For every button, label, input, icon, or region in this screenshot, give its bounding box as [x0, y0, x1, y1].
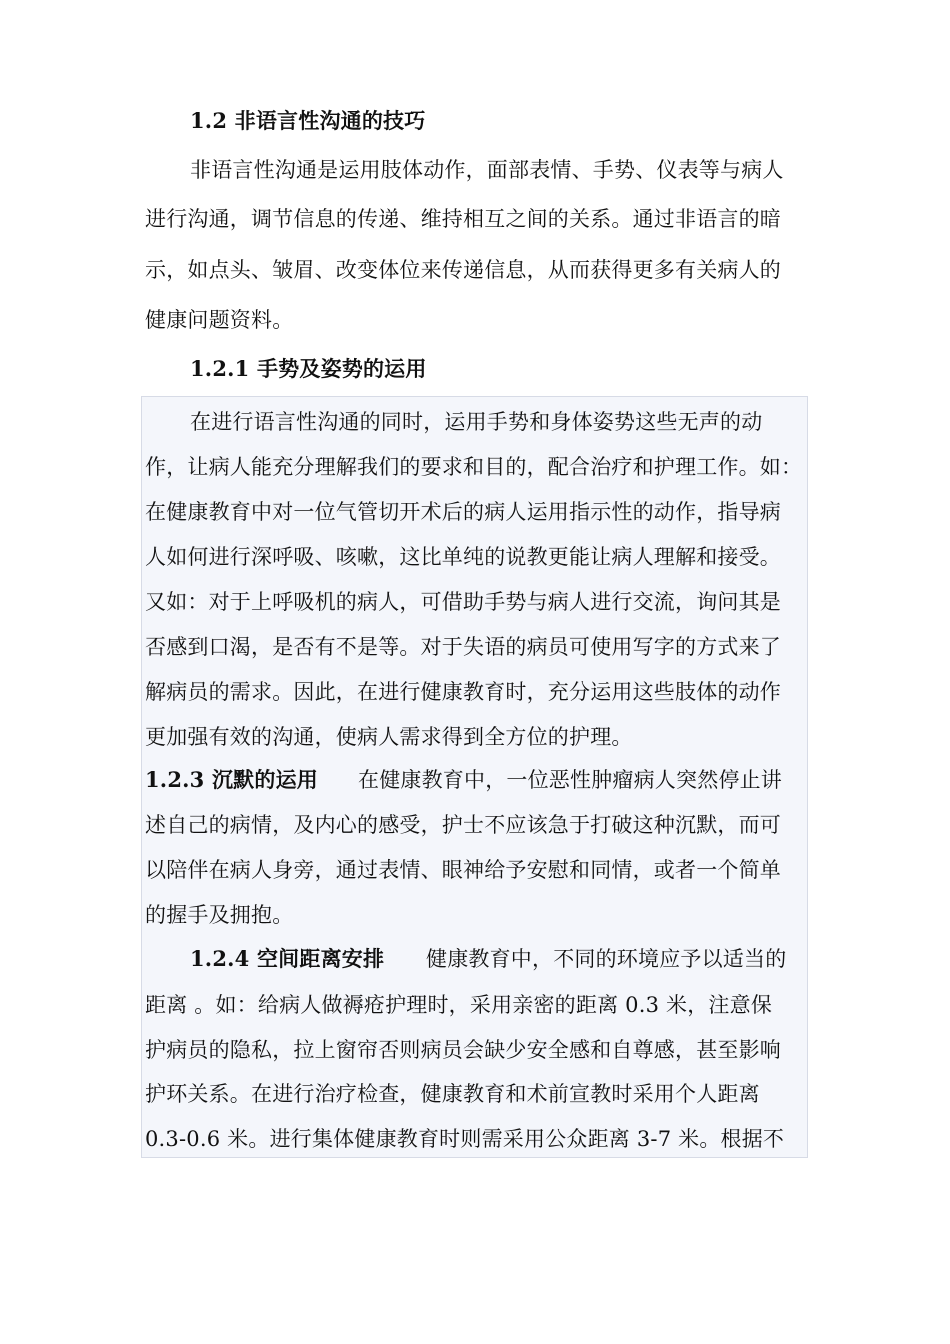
- section-1-2-1-line-4: 人如何进行深呼吸、咳嗽，这比单纯的说教更能让病人理解和接受。: [145, 545, 781, 569]
- section-1-2-4-line-1: 健康教育中，不同的环境应予以适当的: [426, 947, 787, 971]
- section-1-2-1-line-7: 解病员的需求。因此，在进行健康教育时，充分运用这些肢体的动作: [145, 680, 781, 704]
- section-1-2-4-line-4: 护环关系。在进行治疗检查，健康教育和术前宣教时采用个人距离: [145, 1082, 760, 1106]
- section-1-2-3-line-3: 以陪伴在病人身旁，通过表情、眼神给予安慰和同情，或者一个简单: [145, 858, 781, 882]
- section-1-2-1-line-2: 作，让病人能充分理解我们的要求和目的，配合治疗和护理工作。如：: [145, 455, 803, 479]
- section-1-2-4-line-5: 0.3-0.6 米。进行集体健康教育时则需采用公众距离 3-7 米。根据不: [145, 1127, 785, 1151]
- section-1-2-4-line-3: 护病员的隐私，拉上窗帘否则病员会缺少安全感和自尊感，甚至影响: [145, 1038, 781, 1062]
- section-1-2-1-line-3: 在健康教育中对一位气管切开术后的病人运用指示性的动作，指导病: [145, 500, 781, 524]
- section-1-2-3-line-1: 在健康教育中，一位恶性肿瘤病人突然停止讲: [358, 768, 782, 792]
- section-1-2-line-2: 进行沟通，调节信息的传递、维持相互之间的关系。通过非语言的暗: [145, 207, 781, 231]
- section-1-2-3-line-4: 的握手及拥抱。: [145, 903, 294, 927]
- section-1-2-3-line-2: 述自己的病情，及内心的感受，护士不应该急于打破这种沉默，而可: [145, 813, 781, 837]
- section-1-2-1-heading: 1.2.1 手势及姿势的运用: [190, 356, 427, 381]
- section-1-2-1-line-1: 在进行语言性沟通的同时，运用手势和身体姿势这些无声的动: [190, 410, 763, 434]
- section-1-2-4-heading: 1.2.4 空间距离安排: [190, 946, 385, 971]
- section-1-2-line-3: 示，如点头、皱眉、改变体位来传递信息，从而获得更多有关病人的: [145, 258, 781, 282]
- section-1-2-1-line-5: 又如：对于上呼吸机的病人，可借助手势与病人进行交流，询问其是: [145, 590, 781, 614]
- section-1-2-1-line-6: 否感到口渴，是否有不是等。对于失语的病员可使用写字的方式来了: [145, 635, 781, 659]
- section-1-2-1-line-8: 更加强有效的沟通，使病人需求得到全方位的护理。: [145, 725, 633, 749]
- section-1-2-line-4: 健康问题资料。: [145, 308, 294, 332]
- section-1-2-line-1: 非语言性沟通是运用肢体动作，面部表情、手势、仪表等与病人: [190, 158, 784, 182]
- section-1-2-4-line-2: 距离 。如：给病人做褥疮护理时，采用亲密的距离 0.3 米，注意保: [145, 993, 773, 1017]
- section-1-2-heading: 1.2 非语言性沟通的技巧: [190, 108, 426, 133]
- section-1-2-3-heading: 1.2.3 沉默的运用: [145, 767, 318, 792]
